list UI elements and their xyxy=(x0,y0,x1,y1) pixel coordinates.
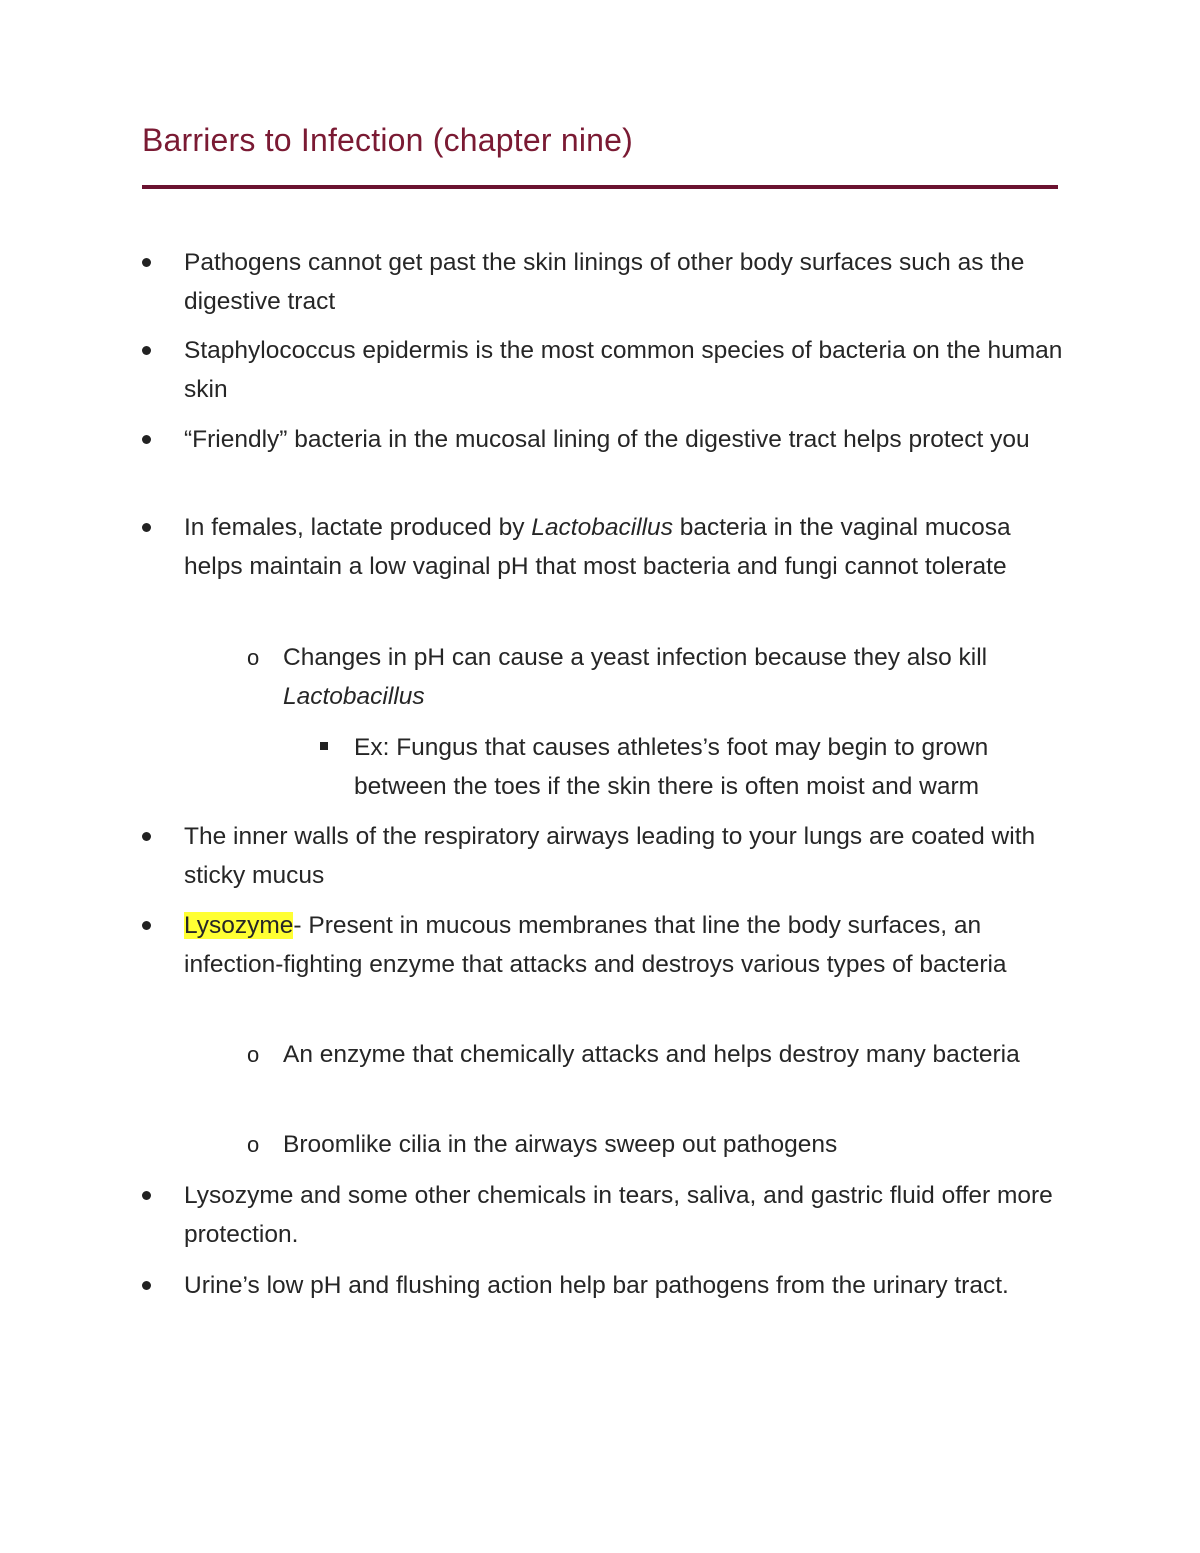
list-item-text: The inner walls of the respiratory airways leading to your lungs are coated with sticky mucus xyxy=(184,823,1036,889)
square-bullet-icon xyxy=(320,742,328,750)
circle-bullet-icon: o xyxy=(247,1132,260,1157)
bullet-dot-icon xyxy=(142,523,151,532)
list-item xyxy=(184,1176,1074,1254)
page-title: Barriers to Infection (chapter nine) xyxy=(142,122,633,158)
sub-sub-list-item xyxy=(354,728,1074,806)
list-item-text xyxy=(184,514,1011,580)
text-run: In females, lactate produced by xyxy=(184,514,532,541)
title-divider xyxy=(142,185,1058,189)
list-item xyxy=(184,906,1074,984)
list-item-text: Pathogens cannot get past the skin linings of other body surfaces such as the digestive tract xyxy=(184,249,1025,315)
circle-bullet-icon: o xyxy=(247,645,260,670)
bullet-dot-icon xyxy=(142,1191,151,1200)
list-item xyxy=(184,331,1074,409)
list-item xyxy=(184,508,1074,586)
text-run: Changes in pH can cause a yeast infection because they also kill xyxy=(283,644,988,671)
sub-list-item xyxy=(247,638,1073,716)
text-run: - Present in mucous membranes that line the body surfaces, an infection-fighting enzyme that attacks and destroys various types of bacteria xyxy=(184,912,1007,978)
circle-bullet-icon: o xyxy=(247,1042,260,1067)
list-item-text xyxy=(283,644,987,710)
list-item-text: An enzyme that chemically attacks and helps destroy many bacteria xyxy=(283,1041,1020,1068)
bullet-dot-icon xyxy=(142,921,151,930)
list-item-text: Urine’s low pH and flushing action help bar pathogens from the urinary tract. xyxy=(184,1272,1009,1299)
text-run: bacteria in the vaginal mucosa helps maintain a low vaginal pH that most bacteria and fungi cannot tolerate xyxy=(184,514,1011,580)
list-item xyxy=(184,243,1074,321)
italic-term: Lactobacillus xyxy=(283,683,425,710)
bullet-dot-icon xyxy=(142,346,151,355)
list-item-text: Staphylococcus epidermis is the most common species of bacteria on the human skin xyxy=(184,337,1063,403)
list-item-text xyxy=(184,912,1007,978)
bullet-dot-icon xyxy=(142,1281,151,1290)
list-item-text: “Friendly” bacteria in the mucosal lining of the digestive tract helps protect you xyxy=(184,426,1030,453)
bullet-dot-icon xyxy=(142,832,151,841)
list-item xyxy=(184,1266,1074,1305)
bullet-dot-icon xyxy=(142,435,151,444)
highlighted-term: Lysozyme xyxy=(184,912,294,939)
sub-list-item xyxy=(247,1035,1073,1074)
sub-list-item xyxy=(247,1125,1073,1164)
list-item xyxy=(184,420,1074,459)
list-item-text: Lysozyme and some other chemicals in tears, saliva, and gastric fluid offer more protection. xyxy=(184,1182,1053,1248)
list-item-text: Broomlike cilia in the airways sweep out pathogens xyxy=(283,1131,838,1158)
list-item-text: Ex: Fungus that causes athletes’s foot may begin to grown between the toes if the skin there is often moist and warm xyxy=(354,734,989,800)
list-item xyxy=(184,817,1074,895)
italic-term: Lactobacillus xyxy=(531,514,673,541)
bullet-dot-icon xyxy=(142,258,151,267)
